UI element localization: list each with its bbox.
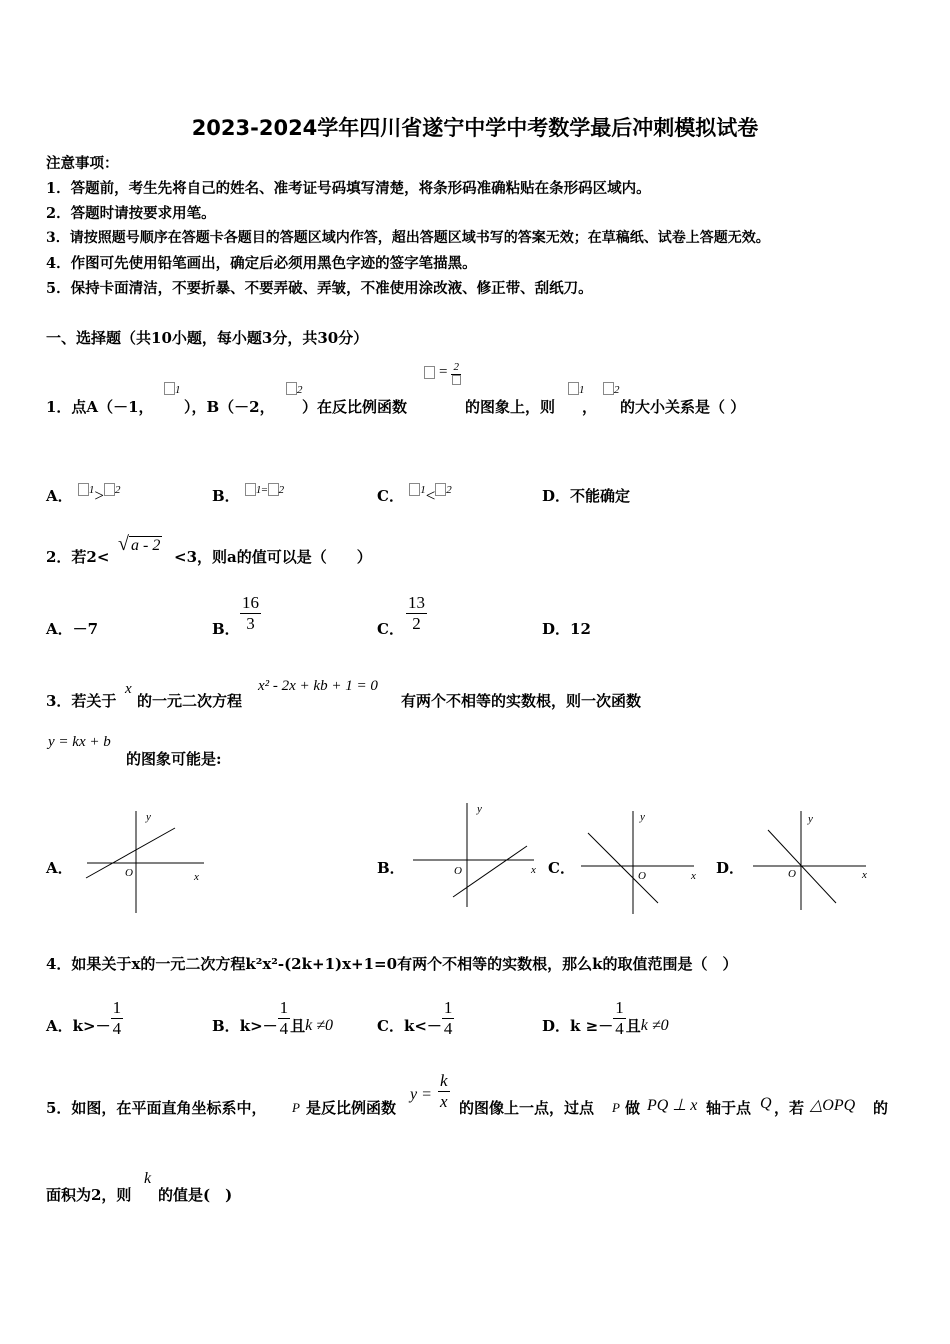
q1-option-c: C． 1< 2 — [377, 484, 452, 505]
q3-graph-c — [578, 808, 703, 918]
q3-option-c: C． — [548, 859, 575, 877]
q5-text: 的 — [873, 1099, 889, 1117]
q4-option-a: A． k>－ $\frac{1}{4}$ — [46, 998, 122, 1038]
q3-text: 3．若关于 — [46, 692, 117, 710]
axis-label-y: y — [477, 803, 482, 815]
q4-text: 4．如果关于x的一元二次方程k²x²-(2k+1)x+1=0有两个不相等的实数根，那么k的取值范围是（ ） — [46, 955, 738, 973]
q4-option-d: D． k ≥－ $\frac{1}{4}$ 且 k ≠0 — [542, 998, 669, 1038]
q3-graph-b — [410, 800, 545, 910]
q3-graph-a — [82, 808, 212, 918]
q2-fraction-b: $\frac{16}{3}$ — [242, 593, 259, 633]
graph-line — [588, 833, 658, 903]
q3-text: 的图象可能是: — [126, 750, 222, 768]
q5-point-p: P — [612, 1100, 620, 1115]
q1-text: ， — [582, 398, 598, 416]
q2-sqrt: √ a - 2 — [118, 533, 161, 555]
origin-label: O — [125, 867, 133, 879]
q1-option-d: D．不能确定 — [542, 487, 631, 505]
q5-point-p: P — [292, 1100, 300, 1115]
notice-item: 1．答题前，考生先将自己的姓名、准考证号码填写清楚，将条形码准确粘贴在条形码区域内。 — [46, 180, 651, 197]
q2-option-c: C． — [377, 620, 404, 638]
q5-perp: PQ ⊥ x — [647, 1097, 698, 1114]
q4-option-c: C． k<－ $\frac{1}{4}$ — [377, 998, 453, 1038]
q5-text: ，若 — [774, 1099, 805, 1117]
y2-placeholder: 2 — [603, 378, 620, 397]
axis-label-x: x — [691, 870, 696, 882]
axis-label-y: y — [808, 813, 813, 825]
page-title: 2023-2024学年四川省遂宁中学中考数学最后冲刺模拟试卷 — [191, 116, 759, 140]
q5-text: 的值是( ) — [158, 1186, 233, 1204]
q1-function: = 2 — [424, 360, 461, 385]
q1-text: ），B（－2， — [184, 398, 275, 416]
axis-label-x: x — [862, 869, 867, 881]
q4-option-b: B． k>－ $\frac{1}{4}$ 且 k ≠0 — [212, 998, 334, 1038]
q2-option-d: D．12 — [542, 620, 591, 638]
q3-option-d: D． — [716, 859, 745, 877]
q3-function: y = kx + b — [48, 734, 111, 750]
missing-image-icon — [286, 382, 297, 395]
q1-option-b: B． 1= 2 — [212, 484, 285, 505]
y1-placeholder: 1 — [568, 378, 585, 397]
q5-text: 是反比例函数 — [306, 1099, 397, 1117]
q2-fraction-c: $\frac{13}{2}$ — [408, 593, 425, 633]
q1-text: 的大小关系是（ ） — [620, 398, 746, 416]
q1-text: 的图象上，则 — [465, 398, 556, 416]
q2-option-a: A．－7 — [46, 620, 99, 638]
q5-text: 5．如图，在平面直角坐标系中， — [46, 1099, 267, 1117]
axis-label-y: y — [146, 811, 151, 823]
missing-image-icon — [424, 366, 435, 379]
q3-option-a: A． — [46, 859, 73, 877]
q5-text: 的图像上一点，过点 — [459, 1099, 595, 1117]
notice-item: 2．答题时请按要求用笔。 — [46, 205, 216, 222]
q5-text: 做 — [625, 1099, 641, 1117]
section-heading: 一、选择题（共10小题，每小题3分，共30分） — [46, 329, 369, 347]
q5-k: k — [144, 1170, 152, 1187]
q3-graph-d — [750, 808, 875, 918]
q5-func-y: y = — [410, 1086, 432, 1103]
q5-text: 轴于点 — [706, 1099, 752, 1117]
axis-label-x: x — [531, 864, 536, 876]
missing-image-icon — [164, 382, 175, 395]
axis-label-y: y — [640, 811, 645, 823]
q3-text: 的一元二次方程 — [137, 692, 243, 710]
q3-var: x — [125, 681, 132, 697]
origin-label: O — [454, 865, 462, 877]
notice-item: 4．作图可先使用铅笔画出，确定后必须用黑色字迹的签字笔描黑。 — [46, 255, 477, 272]
q3-equation: x² - 2x + kb + 1 = 0 — [258, 678, 378, 694]
q5-fraction: $\frac{k}{x}$ — [440, 1071, 448, 1111]
q1-text: ）在反比例函数 — [302, 398, 408, 416]
q1-option-a: A． 1> 2 — [46, 484, 121, 505]
q2-option-b: B． — [212, 620, 240, 638]
q2-text: 2．若2< — [46, 548, 110, 566]
origin-label: O — [788, 868, 796, 880]
notice-heading: 注意事项： — [46, 155, 119, 172]
origin-label: O — [638, 870, 646, 882]
axis-label-x: x — [194, 871, 199, 883]
q5-text: 面积为2，则 — [46, 1186, 132, 1204]
q1-text: 1．点A（－1， — [46, 398, 154, 416]
graph-line — [453, 846, 527, 897]
notice-item: 5．保持卡面清洁，不要折暴、不要弄破、弄皱，不准使用涂改液、修正带、刮纸刀。 — [46, 280, 593, 297]
q3-option-b: B． — [377, 859, 405, 877]
y2-placeholder: 2 — [286, 378, 303, 397]
y1-placeholder: 1 — [164, 378, 181, 397]
q5-triangle: △OPQ — [810, 1097, 856, 1114]
q2-text: <3，则a的值可以是（ ） — [174, 548, 372, 566]
q3-text: 有两个不相等的实数根，则一次函数 — [401, 692, 642, 710]
notice-item: 3．请按照题号顺序在答题卡各题目的答题区域内作答，超出答题区域书写的答案无效；在草稿纸、试卷上答题无效。 — [46, 230, 770, 246]
q5-point-q: Q — [760, 1095, 772, 1112]
